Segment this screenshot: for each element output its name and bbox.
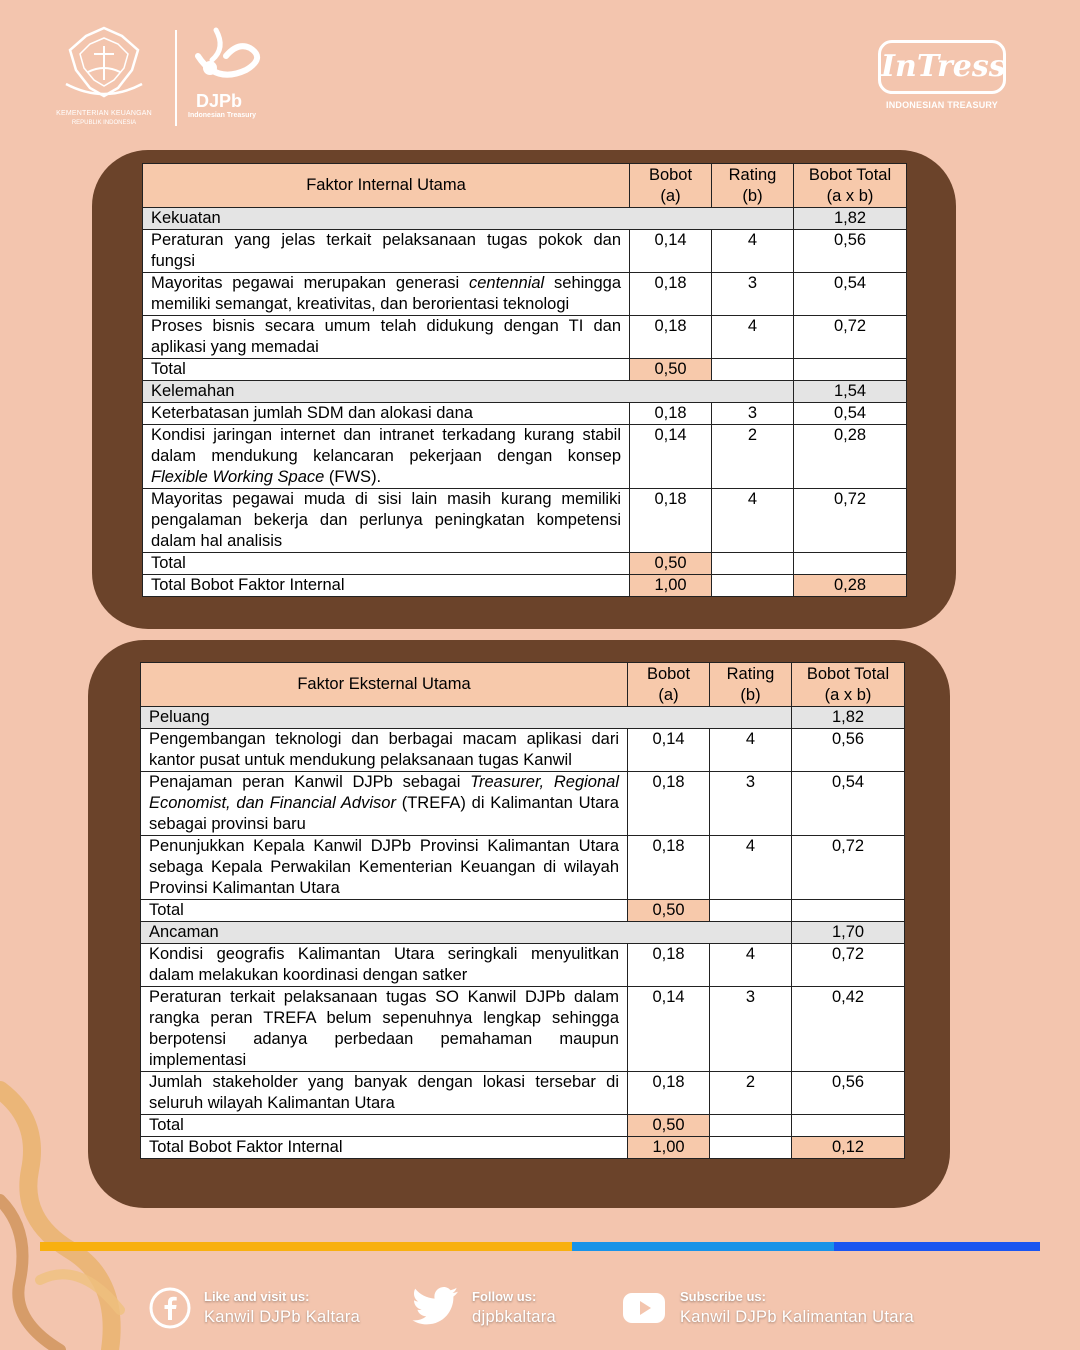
row-description: Peraturan yang jelas terkait pelaksanaan tugas pokok dan fungsi	[143, 230, 630, 273]
row-total: 0,42	[792, 987, 905, 1072]
grand-total-score: 0,12	[792, 1137, 905, 1159]
row-description: Jumlah stakeholder yang banyak dengan lokasi tersebar di seluruh wilayah Kalimantan Utara	[141, 1072, 628, 1115]
row-bobot: 0,14	[630, 425, 712, 489]
header-logos	[0, 0, 1080, 150]
row-total: 0,56	[792, 729, 905, 772]
category-score: 1,70	[792, 922, 905, 944]
table-header-row	[141, 663, 905, 707]
kemenkeu-logo	[48, 24, 160, 126]
subtotal-row	[141, 1115, 905, 1137]
grand-total-row	[143, 575, 907, 597]
row-total: 0,72	[794, 316, 907, 359]
table-row	[141, 729, 905, 772]
row-rating: 4	[712, 489, 794, 553]
stripe-blue	[572, 1242, 834, 1251]
youtube-value: Kanwil DJPb Kalimantan Utara	[680, 1308, 915, 1326]
external-factors-table	[140, 662, 905, 1159]
subtotal-row	[143, 553, 907, 575]
category-row-peluang	[141, 707, 905, 729]
djpb-logo	[186, 26, 286, 119]
subtotal-label: Total	[143, 359, 630, 381]
subtotal-bobot: 0,50	[630, 359, 712, 381]
kemenkeu-line1: KEMENTERIAN KEUANGAN	[56, 110, 152, 117]
row-rating: 3	[710, 772, 792, 836]
row-description: Proses bisnis secara umum telah didukung dengan TI dan aplikasi yang memadai	[143, 316, 630, 359]
intress-logo	[872, 40, 1012, 110]
youtube-label: Subscribe us:	[680, 1289, 766, 1304]
row-total: 0,54	[794, 273, 907, 316]
table-row	[141, 987, 905, 1072]
kemenkeu-emblem-icon	[62, 24, 146, 104]
row-bobot: 0,18	[628, 836, 710, 900]
stripe-dark-blue	[834, 1242, 1040, 1251]
row-bobot: 0,18	[628, 772, 710, 836]
header-total: Bobot Total (a x b)	[794, 164, 907, 208]
category-label: Kelemahan	[143, 381, 794, 403]
row-rating: 4	[712, 316, 794, 359]
row-bobot: 0,18	[630, 316, 712, 359]
subtotal-row	[143, 359, 907, 381]
header-rating: Rating (b)	[710, 663, 792, 707]
row-rating: 2	[712, 425, 794, 489]
row-description: Peraturan terkait pelaksanaan tugas SO Kanwil DJPb dalam rangka peran TREFA belum sepenuhnya lengkap sehingga berpotensi adanya perbedaan pemahaman maupun implementasi	[141, 987, 628, 1072]
table-row	[141, 1072, 905, 1115]
category-score: 1,54	[794, 381, 907, 403]
intress-subtitle: INDONESIAN TREASURY	[886, 100, 998, 110]
row-description: Kondisi geografis Kalimantan Utara seringkali menyulitkan dalam melakukan koordinasi dengan satker	[141, 944, 628, 987]
row-description: Keterbatasan jumlah SDM dan alokasi dana	[143, 403, 630, 425]
table-row	[143, 230, 907, 273]
row-bobot: 0,14	[628, 987, 710, 1072]
category-label: Ancaman	[141, 922, 792, 944]
category-label: Kekuatan	[143, 208, 794, 230]
category-row-kekuatan	[143, 208, 907, 230]
table-row	[141, 944, 905, 987]
facebook-label: Like and visit us:	[204, 1289, 310, 1304]
stripe-yellow	[40, 1242, 572, 1251]
row-bobot: 0,14	[630, 230, 712, 273]
row-total: 0,28	[794, 425, 907, 489]
row-rating: 2	[710, 1072, 792, 1115]
row-bobot: 0,14	[628, 729, 710, 772]
grand-total-label: Total Bobot Faktor Internal	[141, 1137, 628, 1159]
row-rating: 4	[710, 944, 792, 987]
facebook-value: Kanwil DJPb Kaltara	[204, 1308, 361, 1326]
internal-factors-table	[142, 163, 907, 597]
category-row-ancaman	[141, 922, 905, 944]
grand-total-score: 0,28	[794, 575, 907, 597]
djpb-name: DJPb	[196, 91, 243, 111]
header-total: Bobot Total (a x b)	[792, 663, 905, 707]
row-bobot: 0,18	[630, 403, 712, 425]
row-bobot: 0,18	[628, 944, 710, 987]
table-row	[143, 425, 907, 489]
row-rating: 4	[712, 230, 794, 273]
row-total: 0,72	[794, 489, 907, 553]
header-rating: Rating (b)	[712, 164, 794, 208]
row-description: Mayoritas pegawai merupakan generasi centennial sehingga memiliki semangat, kreativitas, dan berorientasi teknologi	[143, 273, 630, 316]
category-score: 1,82	[794, 208, 907, 230]
row-rating: 4	[710, 729, 792, 772]
table-header-row	[143, 164, 907, 208]
row-description: Penunjukkan Kepala Kanwil DJPb Provinsi Kalimantan Utara sebaga Kepala Perwakilan Kementerian Keuangan di wilayah Provinsi Kalimantan Utara	[141, 836, 628, 900]
facebook-link[interactable]	[148, 1283, 360, 1333]
twitter-link[interactable]	[412, 1283, 556, 1333]
table-row	[143, 403, 907, 425]
twitter-icon	[412, 1287, 460, 1329]
category-label: Peluang	[141, 707, 792, 729]
row-bobot: 0,18	[628, 1072, 710, 1115]
row-description: Penajaman peran Kanwil DJPb sebagai Treasurer, Regional Economist, dan Financial Advisor (TREFA) di Kalimantan Utara sebagai provinsi baru	[141, 772, 628, 836]
row-total: 0,72	[792, 944, 905, 987]
logo-divider	[175, 30, 177, 126]
table-row	[141, 836, 905, 900]
facebook-icon	[148, 1286, 192, 1330]
table-row	[143, 316, 907, 359]
youtube-icon	[620, 1290, 668, 1326]
row-total: 0,54	[794, 403, 907, 425]
grand-total-bobot: 1,00	[630, 575, 712, 597]
kemenkeu-line2: REPUBLIK INDONESIA	[71, 120, 137, 126]
subtotal-label: Total	[143, 553, 630, 575]
twitter-label: Follow us:	[472, 1289, 537, 1304]
row-rating: 3	[712, 403, 794, 425]
row-description: Kondisi jaringan internet dan intranet terkadang kurang stabil dalam mendukung kelancaran pekerjaan dengan konsep Flexible Working Space (FWS).	[143, 425, 630, 489]
row-total: 0,56	[792, 1072, 905, 1115]
subtotal-label: Total	[141, 900, 628, 922]
subtotal-bobot: 0,50	[630, 553, 712, 575]
djpb-subtitle: Indonesian Treasury	[188, 112, 257, 119]
grand-total-label: Total Bobot Faktor Internal	[143, 575, 630, 597]
category-row-kelemahan	[143, 381, 907, 403]
subtotal-label: Total	[141, 1115, 628, 1137]
djpb-emblem-icon	[186, 26, 266, 88]
row-rating: 3	[712, 273, 794, 316]
header-bobot: Bobot (a)	[628, 663, 710, 707]
subtotal-bobot: 0,50	[628, 1115, 710, 1137]
header-factor: Faktor Eksternal Utama	[141, 663, 628, 707]
header-bobot: Bobot (a)	[630, 164, 712, 208]
intress-wordmark: InTress	[878, 40, 1006, 94]
subtotal-bobot: 0,50	[628, 900, 710, 922]
grand-total-row	[141, 1137, 905, 1159]
row-bobot: 0,18	[630, 273, 712, 316]
table-row	[143, 489, 907, 553]
category-score: 1,82	[792, 707, 905, 729]
table-row	[143, 273, 907, 316]
row-total: 0,54	[792, 772, 905, 836]
row-rating: 3	[710, 987, 792, 1072]
youtube-link[interactable]	[620, 1283, 914, 1333]
row-rating: 4	[710, 836, 792, 900]
row-description: Mayoritas pegawai muda di sisi lain masih kurang memiliki pengalaman bekerja dan perlunya peningkatan kompetensi dalam hal analisis	[143, 489, 630, 553]
row-description: Pengembangan teknologi dan berbagai macam aplikasi dari kantor pusat untuk mendukung pelaksanaan tugas Kanwil	[141, 729, 628, 772]
row-bobot: 0,18	[630, 489, 712, 553]
twitter-value: djpbkaltara	[472, 1308, 557, 1326]
row-total: 0,56	[794, 230, 907, 273]
header-factor: Faktor Internal Utama	[143, 164, 630, 208]
table-row	[141, 772, 905, 836]
row-total: 0,72	[792, 836, 905, 900]
grand-total-bobot: 1,00	[628, 1137, 710, 1159]
subtotal-row	[141, 900, 905, 922]
